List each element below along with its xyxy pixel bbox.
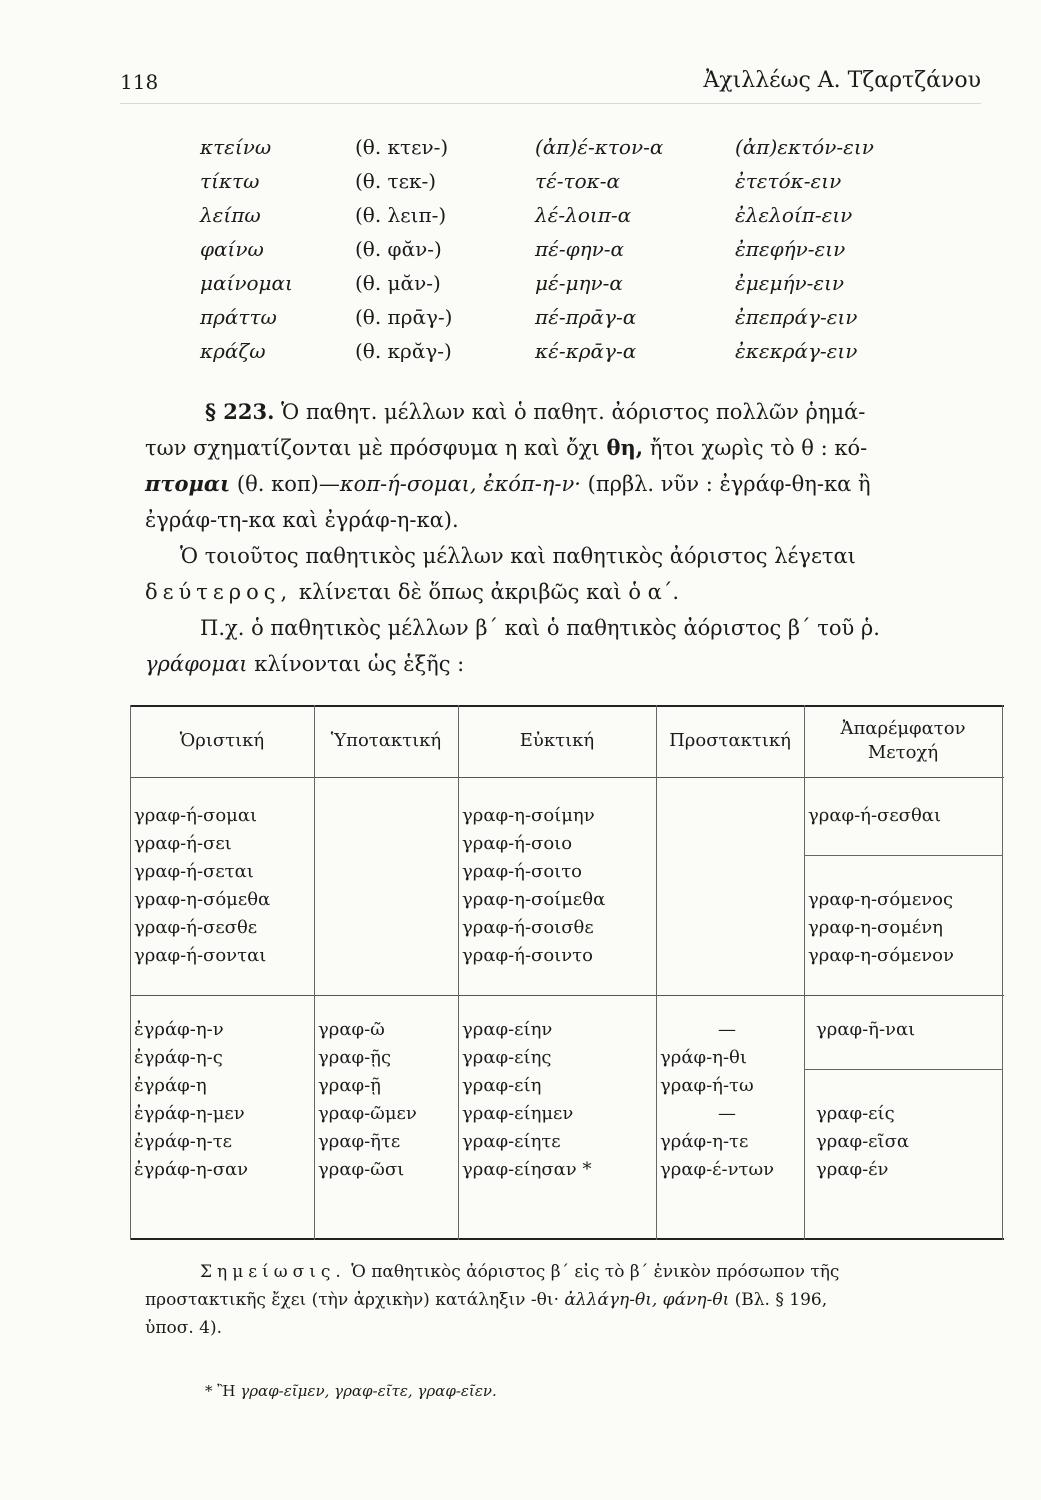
note-line-2 [145,1286,827,1314]
header-infinitive-participle [804,705,1002,777]
header-optative: Εὐκτική [519,730,595,751]
perfect-form: πέ-φην-α [535,237,625,261]
future-indicative: γραφ-ή-σεσθε [134,917,258,938]
verb-row [200,339,940,373]
section-line-1 [205,394,865,430]
note-text: προστακτικῆς ἔχει (τὴν ἀρχικὴν) κατάληξιν -θι· [145,1290,559,1310]
paragraph-3-line-1: Π.χ. ὁ παθητικὸς μέλλων β΄ καὶ ὁ παθητικὸς ἀόριστος β΄ τοῦ ῥ. [200,616,880,640]
pluperfect-form: ἐτετόκ-ειν [735,169,842,193]
note-label: Σημείωσις. [200,1262,346,1282]
example-verb: γράφομαι [145,652,248,676]
aorist-imperative: — [718,1103,736,1124]
aorist-imperative: γραφ-ή-τω [660,1075,754,1096]
present-form: φαίνω [200,237,264,261]
aorist-optative: γραφ-είη [462,1075,542,1096]
header-subjunctive: Ὑποτακτική [330,730,442,751]
stem: (θ. τεκ-) [355,169,437,193]
future-optative: γραφ-η-σοίμην [462,805,595,826]
section-line-2 [145,430,867,466]
cell-rule [804,855,1002,856]
aorist-imperative: γράφ-η-τε [660,1131,749,1152]
aorist-optative: γραφ-είητε [462,1131,561,1152]
note-text: (Βλ. § 196, [734,1290,828,1310]
note-text: Ὁ παθητικὸς ἀόριστος β΄ εἰς τὸ β΄ ἑνικὸν πρόσωπον τῆς [351,1262,840,1282]
aorist-indicative: ἐγράφ-η-τε [134,1131,232,1152]
verb-row [200,169,940,203]
aorist-imperative: — [718,1019,736,1040]
spaced-term: δεύτερος, [145,580,293,604]
stem: (θ. μᾰν-) [355,271,441,295]
footnote-mark: * Ἢ [205,1382,236,1400]
verb-row [200,237,940,271]
aorist-subjunctive: γραφ-ῇ [318,1075,381,1096]
note-examples: ἀλλάγη-θι, φάνη-θι [564,1290,730,1310]
aorist-subjunctive: γραφ-ῶ [318,1019,385,1040]
example-verb: πτομαι [145,471,231,496]
future-participle: γραφ-η-σόμενος [808,889,954,910]
column-rule [130,705,131,1240]
section-text: ἤτοι χωρὶς τὸ θ : κό- [649,436,868,460]
verb-stem-table [200,135,940,373]
section-text: των σχηματίζονται μὲ πρόσφυμα η καὶ ὄχι [145,436,600,460]
future-indicative: γραφ-ή-σει [134,833,232,854]
paragraph-2-line-1: Ὁ τοιοῦτος παθητικὸς μέλλων καὶ παθητικὸς ἀόριστος λέγεται [180,544,856,568]
perfect-form: (ἀπ)έ-κτον-α [535,135,664,159]
aorist-participle: γραφ-έν [816,1159,889,1180]
aorist-indicative: ἐγράφ-η-σαν [134,1159,249,1180]
header-infinitive: Ἀπαρέμφατον [840,718,966,739]
aorist-subjunctive: γραφ-ῶμεν [318,1103,417,1124]
pluperfect-form: ἐκεκράγ-ειν [735,339,858,363]
pluperfect-form: ἐμεμήν-ειν [735,271,845,295]
header-imperative: Προστακτική [669,730,791,751]
perfect-form: κέ-κρᾱγ-α [535,339,637,363]
future-indicative: γραφ-ή-σεται [134,861,254,882]
aorist-subjunctive: γραφ-ῶσι [318,1159,405,1180]
section-text: (πρβλ. νῦν : ἐγράφ-θη-κα ἢ [587,472,871,496]
section-text: κλίνονται ὡς ἑξῆς : [254,652,465,676]
aorist-imperative: γράφ-η-θι [660,1047,747,1068]
stem: (θ. φᾰν-) [355,237,442,261]
stem: (θ. πρᾱγ-) [355,305,453,329]
page-number: 118 [120,70,159,94]
aorist-subjunctive: γραφ-ῇς [318,1047,392,1068]
future-infinitive: γραφ-ή-σεσθαι [808,805,941,826]
pluperfect-form: ἐπεφήν-ειν [735,237,846,261]
aorist-optative: γραφ-είησαν * [462,1159,592,1180]
section-line-4: ἐγράφ-τη-κα καὶ ἐγράφ-η-κα). [145,508,459,532]
future-optative: γραφ-η-σοίμεθα [462,889,606,910]
future-participle: γραφ-η-σόμενον [808,945,954,966]
present-form: μαίνομαι [200,271,293,295]
aorist-optative: γραφ-είημεν [462,1103,574,1124]
paragraph-2-line-2 [145,574,679,610]
perfect-form: τέ-τοκ-α [535,169,621,193]
header-rule [120,103,981,104]
future-indicative: γραφ-ή-σομαι [134,805,258,826]
stem: (θ. λειπ-) [355,203,447,227]
future-optative: γραφ-ή-σοιο [462,833,573,854]
note-line-1 [200,1258,839,1286]
note-line-3: ὑποσ. 4). [145,1318,223,1338]
section-text: κλίνεται δὲ ὅπως ἀκριβῶς καὶ ὁ α΄. [298,580,679,604]
verb-row [200,203,940,237]
example-forms: κοπ-ή-σομαι, ἐκόπ-η-ν· [339,472,581,496]
table-bottom-rule [130,1238,1004,1240]
present-form: πράττω [200,305,277,329]
future-indicative: γραφ-ή-σονται [134,945,267,966]
page-header [120,68,981,102]
verb-row [200,135,940,169]
section-text: (θ. κοπ)— [236,472,340,496]
aorist-imperative: γραφ-έ-ντων [660,1159,775,1180]
paragraph-3-line-2 [145,646,464,682]
table-divider-rule [130,995,1004,996]
table-header-rule [130,777,1004,778]
section-text: Ὁ παθητ. μέλλων καὶ ὁ παθητ. ἀόριστος πολλῶν ῥημά- [281,400,866,424]
aorist-indicative: ἐγράφ-η-μεν [134,1103,245,1124]
stem: (θ. κρᾰγ-) [355,339,452,363]
aorist-infinitive: γραφ-ῆ-ναι [816,1019,916,1040]
aorist-participle: γραφ-εῖσα [816,1131,910,1152]
column-rule [314,705,315,1240]
pluperfect-form: (ἀπ)εκτόν-ειν [735,135,874,159]
section-line-3 [145,466,871,502]
stem: (θ. κτεν-) [355,135,449,159]
column-rule [458,705,459,1240]
suffix-theta-eta: θη, [606,435,644,460]
header-indicative: Ὁριστική [179,730,265,751]
footnote-text: γραφ-εῖμεν, γραφ-εῖτε, γραφ-εῖεν. [240,1382,497,1400]
footnote [205,1382,497,1400]
column-rule [1002,705,1003,1240]
column-rule [656,705,657,1240]
future-indicative: γραφ-η-σόμεθα [134,889,271,910]
verb-row [200,271,940,305]
aorist-indicative: ἐγράφ-η [134,1075,207,1096]
header-participle: Μετοχή [867,742,939,763]
aorist-optative: γραφ-είης [462,1047,552,1068]
present-form: τίκτω [200,169,260,193]
future-optative: γραφ-ή-σοιντο [462,945,593,966]
future-optative: γραφ-ή-σοιτο [462,861,583,882]
present-form: λείπω [200,203,261,227]
section-number: § 223. [205,399,275,424]
pluperfect-form: ἐπεπράγ-ειν [735,305,858,329]
aorist-indicative: ἐγράφ-η-ν [134,1019,224,1040]
conjugation-table [130,705,1004,1240]
future-optative: γραφ-ή-σοισθε [462,917,594,938]
aorist-subjunctive: γραφ-ῆτε [318,1131,401,1152]
aorist-optative: γραφ-είην [462,1019,553,1040]
verb-row [200,305,940,339]
present-form: κράζω [200,339,266,363]
future-participle: γραφ-η-σομένη [808,917,943,938]
perfect-form: πέ-πρᾱγ-α [535,305,637,329]
perfect-form: μέ-μην-α [535,271,623,295]
aorist-participle: γραφ-είς [816,1103,895,1124]
pluperfect-form: ἐλελοίπ-ειν [735,203,853,227]
aorist-indicative: ἐγράφ-η-ς [134,1047,223,1068]
running-head: Ἀχιλλέως Α. Τζαρτζάνου [703,68,981,93]
column-rule [804,705,805,1240]
present-form: κτείνω [200,135,272,159]
cell-rule [804,1069,1002,1070]
perfect-form: λέ-λοιπ-α [535,203,632,227]
